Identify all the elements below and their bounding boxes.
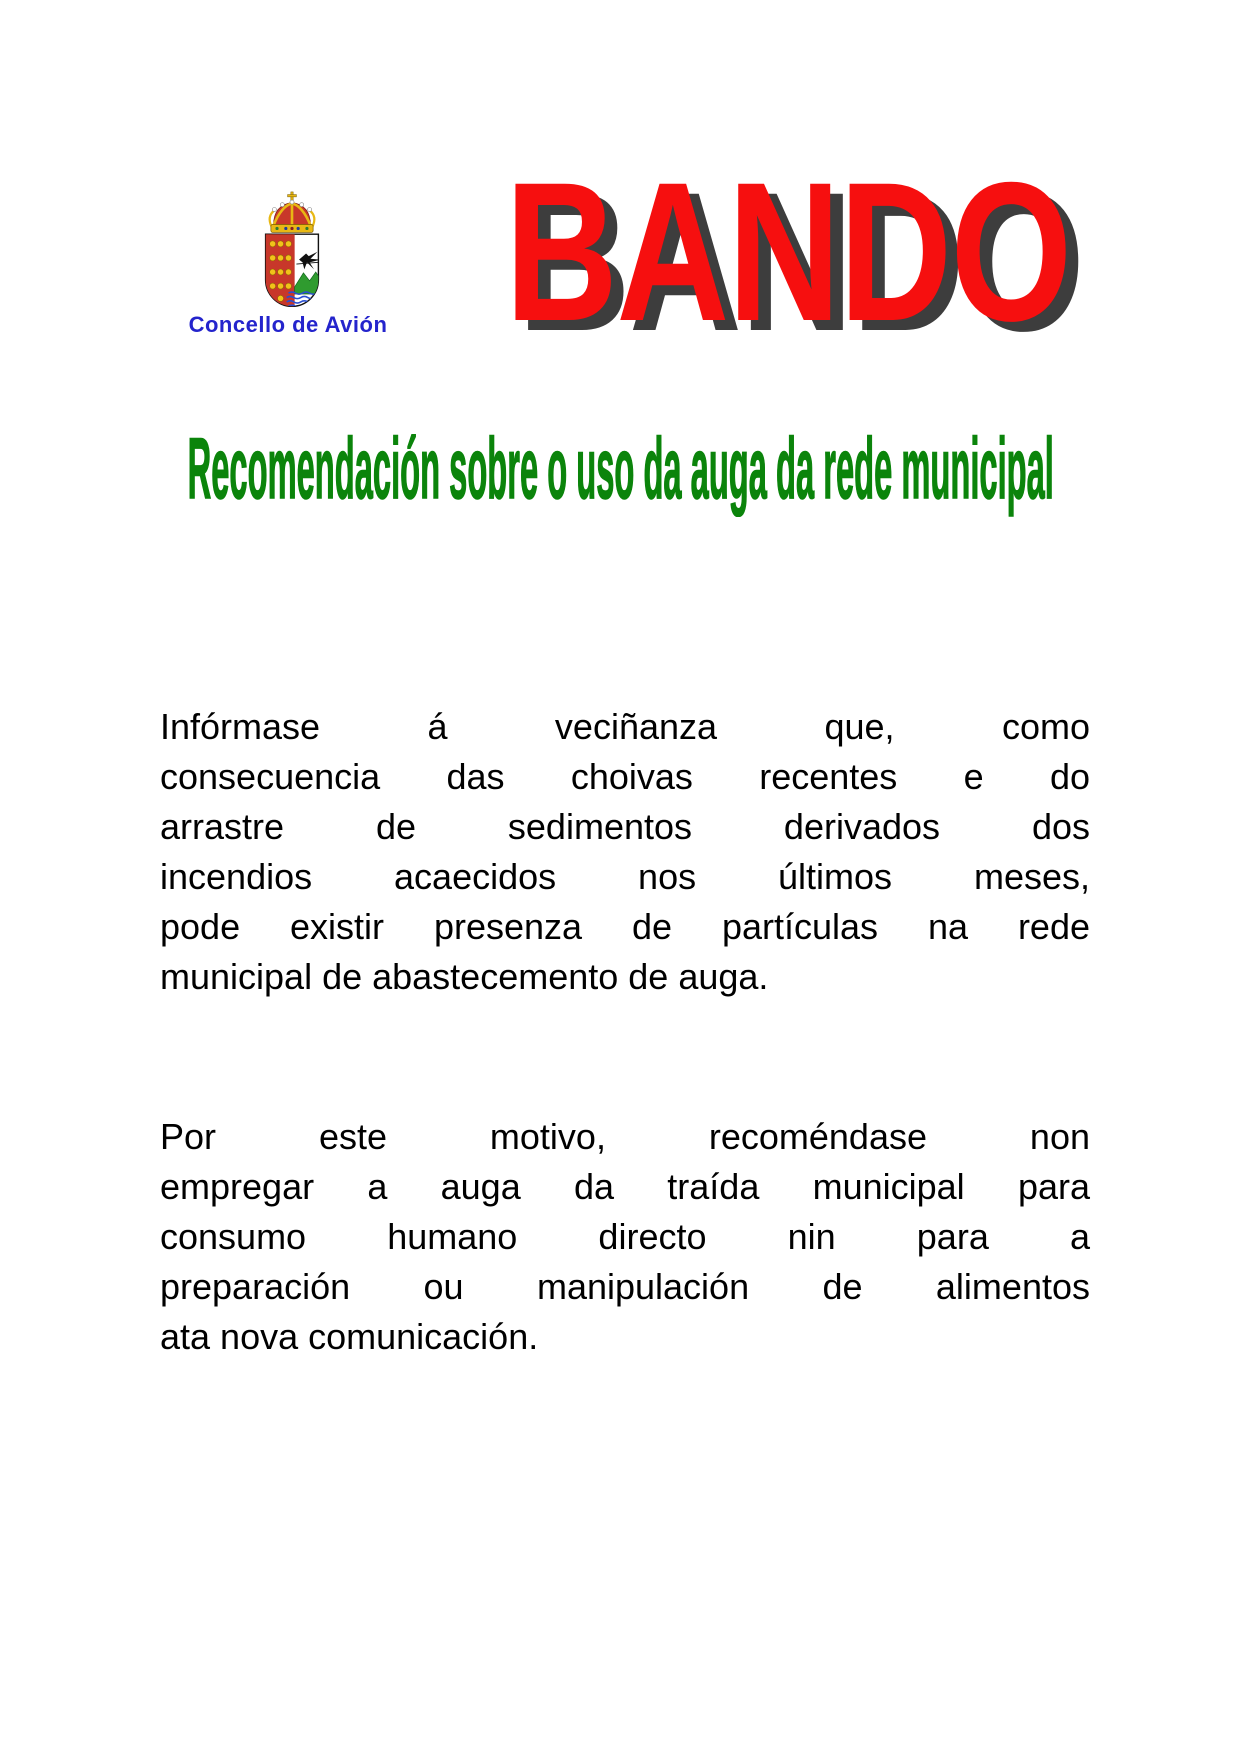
paragraph-2-line: ata nova comunicación.: [160, 1316, 539, 1357]
document-title: BANDO: [505, 141, 1071, 362]
concello-avion-crest-icon: [248, 186, 336, 314]
headline: Recomendación sobre o uso da auga da rede municipal: [187, 421, 1054, 517]
paragraph-2-line: preparación ou manipulación de alimentos: [160, 1266, 1090, 1307]
paragraph-2: [160, 1112, 1090, 1362]
paragraph-1-line: municipal de abastecemento de auga.: [160, 956, 769, 997]
paragraph-2-line: Por este motivo, recoméndase non: [160, 1116, 1090, 1157]
paragraph-1-line: Infórmase á veciñanza que, como: [160, 706, 1090, 747]
paragraph-2-line: consumo humano directo nin para a: [160, 1216, 1090, 1257]
paragraph-2-line: empregar a auga da traída municipal para: [160, 1166, 1090, 1207]
body-text: [160, 702, 1090, 1362]
paragraph-1-line: consecuencia das choivas recentes e do: [160, 756, 1090, 797]
paragraph-1-line: arrastre de sedimentos derivados dos: [160, 806, 1090, 847]
paragraph-1-line: incendios acaecidos nos últimos meses,: [160, 856, 1090, 897]
paragraph-1: [160, 702, 1090, 1002]
headline-container: [0, 421, 1241, 517]
paragraph-1-line: pode existir presenza de partículas na rede: [160, 906, 1090, 947]
organization-name: Concello de Avión: [188, 312, 388, 337]
